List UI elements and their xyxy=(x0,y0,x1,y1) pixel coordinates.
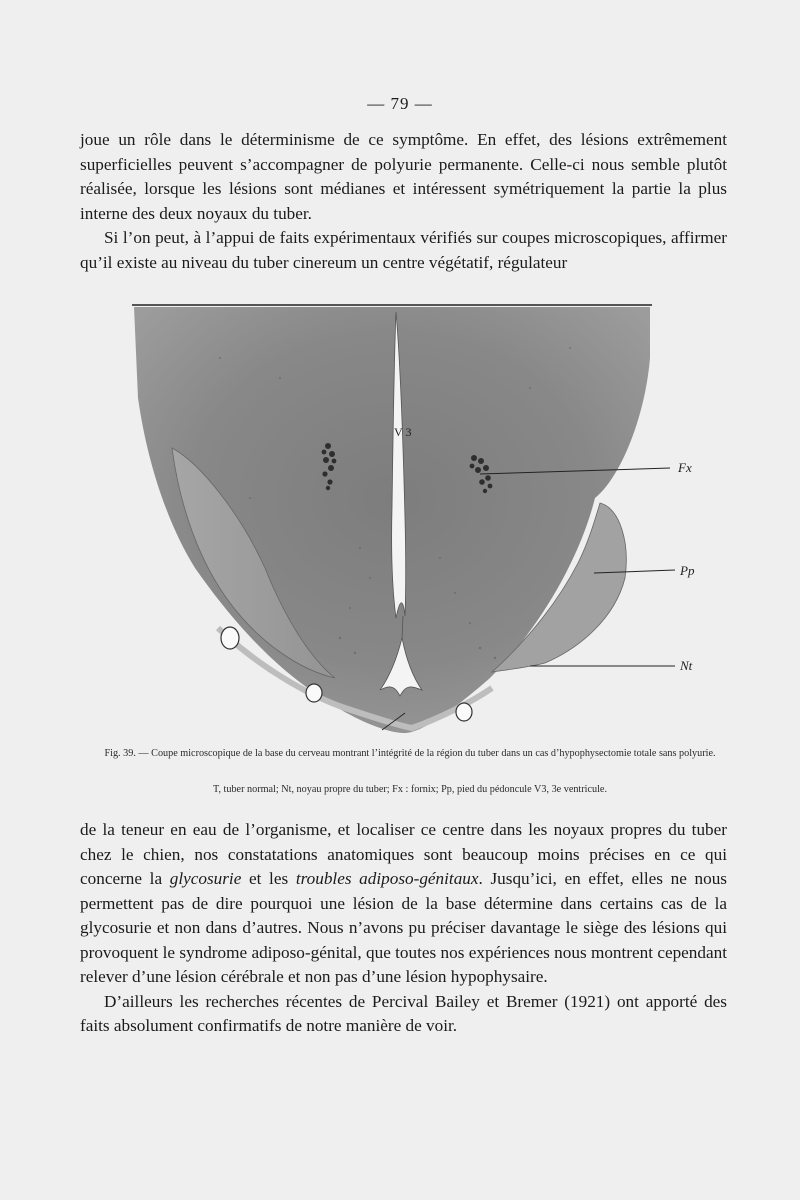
term-troubles-adiposo-genitaux: troubles adiposo-génitaux xyxy=(295,869,479,888)
micrograph-illustration xyxy=(100,298,720,738)
paragraph-continuation: joue un rôle dans le déterminisme de ce symptôme. En effet, des lésions extrêmement superficielles peuvent s’accompagner de polyurie permanente. Celle-ci nous semble plutôt réalisée, lorsque les lésions sont médianes et intéressent symétriquement la partie la plus interne des deux noyaux du tuber. xyxy=(80,130,727,223)
bottom-text-block xyxy=(80,818,727,1039)
v3-label-text: V 3 xyxy=(394,425,412,439)
pp-label: Pp xyxy=(680,563,695,578)
v3-label xyxy=(394,425,411,439)
nt-label: Nt xyxy=(680,658,693,673)
paragraph-glycosurie-part2: et les xyxy=(241,869,296,888)
figure-caption: Fig. 39. — Coupe microscopique de la base du cerveau montrant l’intégrité de la région du tuber dans un cas d’hypophysectomie totale sans polyurie. xyxy=(104,748,716,759)
top-text-block xyxy=(80,128,727,275)
paragraph-bailey-bremer: D’ailleurs les recherches récentes de Percival Bailey et Bremer (1921) ont apporté des faits absolument confirmatifs de notre manière de voir. xyxy=(80,991,727,1035)
page-number: — 79 — xyxy=(367,94,433,113)
term-glycosurie: glycosurie xyxy=(169,869,242,888)
paragraph-glycosurie-part3: . Jusqu’ici, en effet, elles ne nous permettent pas de dire pourquoi une lésion de la base détermine dans certains cas de la glycosurie et non dans d’autres. Nous n’avons pu préciser davantage le siège des lésions qui provoquent le syndrome adiposo-génital, que toutes nos expériences nous montrent cependant relever d’une lésion cérébrale et non pas d’une lésion hypophysaire. xyxy=(80,869,727,986)
paragraph-glycosurie xyxy=(80,818,727,990)
paragraph-tuber-center: Si l’on peut, à l’appui de faits expérimentaux vérifiés sur coupes microscopiques, affirmer qu’il existe au niveau du tuber cinereum un centre végétatif, régulateur xyxy=(80,228,727,272)
brain-section-figure xyxy=(100,298,720,738)
fx-label: Fx xyxy=(678,460,692,475)
figure-legend: T, tuber normal; Nt, noyau propre du tuber; Fx : fornix; Pp, pied du pédoncule V3, 3e ventricule. xyxy=(212,784,608,795)
paragraph-glycosurie-part1: de la teneur en eau de l’organisme, et localiser ce centre dans les noyaux propres du tuber chez le chien, nos constatations anatomiques sont beaucoup moins précises en ce qui concerne la xyxy=(80,820,727,888)
